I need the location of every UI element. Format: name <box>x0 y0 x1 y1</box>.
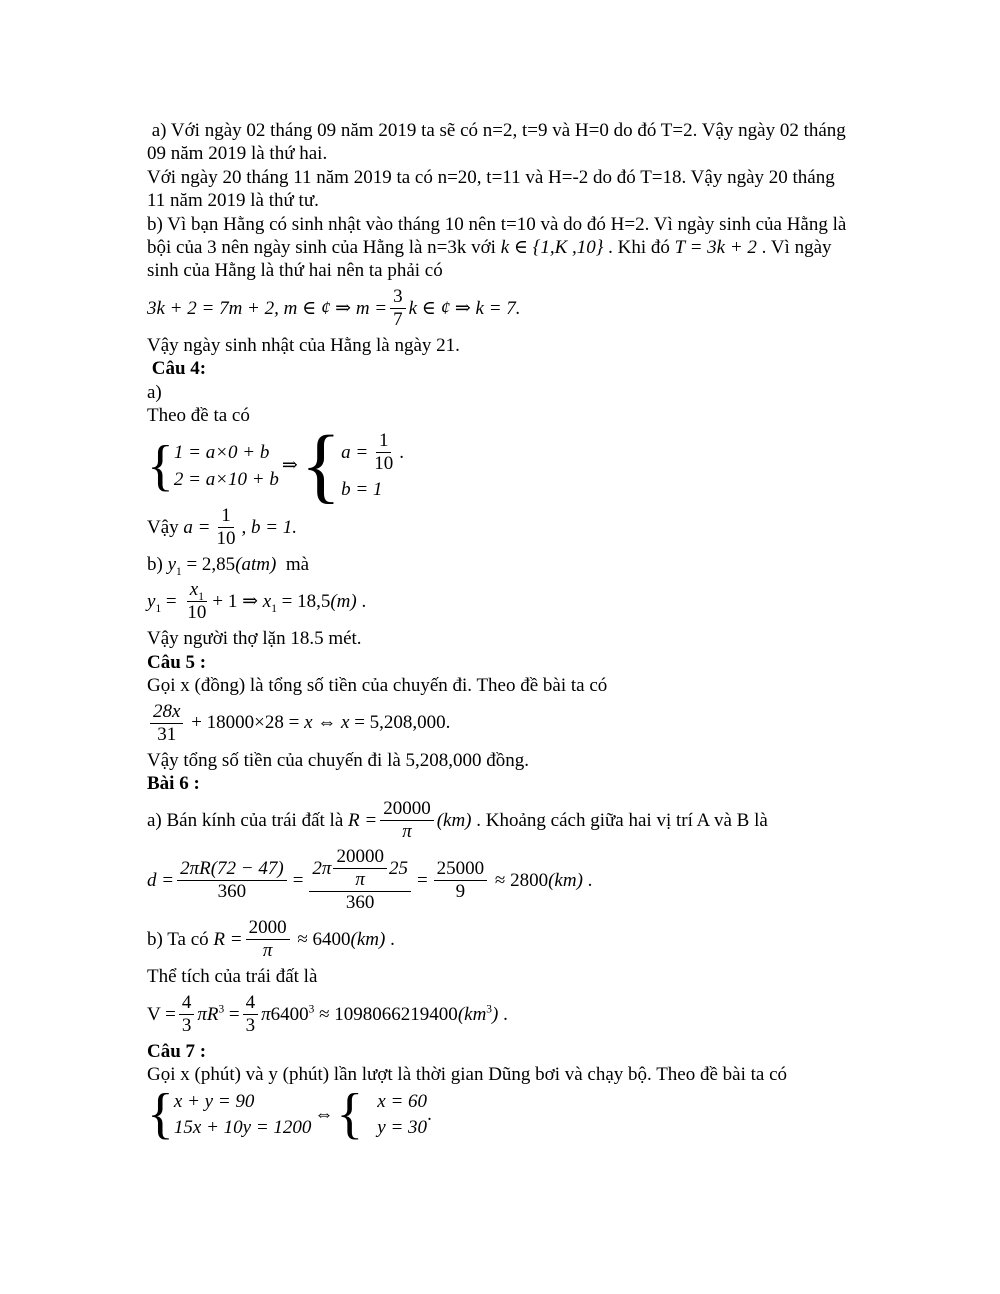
fraction-denominator: 31 <box>157 723 177 745</box>
math-run: ) <box>492 1003 499 1025</box>
fraction <box>246 917 290 962</box>
math-run: + 1 ⇒ <box>212 591 263 613</box>
math-run: a = <box>341 442 369 464</box>
fraction <box>434 858 488 903</box>
cases-group: { x + y = 90 15x + 10y = 1200 <box>147 1083 312 1146</box>
text-run: b) Ta có <box>147 929 214 951</box>
math-run-T: T = 3k + 2 <box>674 237 757 259</box>
subscript: 1 <box>155 602 162 615</box>
math-run: = 2,85 <box>181 553 236 575</box>
fraction-denominator: 7 <box>393 308 403 330</box>
math-run: ≈ 2800 <box>490 869 549 891</box>
text-line: Gọi x (phút) và y (phút) lần lượt là thời gian Dũng bơi và chạy bộ. Theo đề bài ta có <box>147 1064 788 1086</box>
math-run: . <box>498 1003 508 1025</box>
fraction-denominator: π <box>402 821 412 843</box>
formula-weekday <box>147 286 884 331</box>
fraction-numerator: 20000 <box>380 798 434 821</box>
text-run: . <box>385 929 395 951</box>
math-run: . <box>427 1103 432 1125</box>
math-run: (km) <box>350 929 386 951</box>
fraction <box>213 505 238 550</box>
section-heading-bai6: Bài 6 : <box>147 772 200 794</box>
fraction-denominator: 10 <box>216 527 236 549</box>
equivalence-arrow: ⇔ <box>314 1103 334 1125</box>
math-run: ≈ 6400 <box>292 929 351 951</box>
math-run: = <box>161 591 182 613</box>
text-line: Vậy ngày sinh nhật của Hằng là ngày 21. <box>147 334 460 356</box>
math-run: x <box>189 579 199 601</box>
math-run: = 18,5 <box>276 591 331 613</box>
math-run: = <box>224 1003 240 1025</box>
fraction-denominator: 3 <box>245 1014 256 1036</box>
text-line: a) Với ngày 02 tháng 09 năm 2019 ta sẽ có n=2, t=9 và H=0 do đó T=2. Vậy ngày 02 tháng <box>147 120 846 141</box>
math-run: 3k + 2 = 7m + 2, m ∈ ¢ ⇒ m = <box>147 297 388 319</box>
section-heading-cau4: Câu 4: <box>147 358 207 380</box>
text-line: 11 năm 2019 là thứ tư. <box>147 190 319 212</box>
cases-rows <box>363 1090 427 1140</box>
equation-row: y = 30 <box>377 1116 428 1138</box>
text-run: a) Bán kính của trái đất là <box>147 810 349 832</box>
equation-row: x = 60 <box>377 1090 428 1112</box>
math-run: = 5,208,000. <box>349 712 451 734</box>
math-run: (km <box>457 1003 487 1025</box>
superscript: 3 <box>308 1003 315 1016</box>
system-cau4 <box>147 419 884 513</box>
cases-rows <box>174 1090 312 1140</box>
equals-sign: = <box>292 869 304 891</box>
math-run: R = <box>213 929 243 951</box>
math-run: y <box>167 553 177 575</box>
text-line: Vậy tổng số tiền của chuyến đi là 5,208,000 đồng. <box>147 749 530 771</box>
fraction-numerator <box>309 846 411 892</box>
fraction <box>371 430 396 475</box>
system-cau7 <box>147 1083 884 1146</box>
math-run: + 18000×28 = <box>186 712 305 734</box>
text-line: Với ngày 20 tháng 11 năm 2019 ta có n=20, t=11 và H=-2 do đó T=18. Vậy ngày 20 tháng <box>147 166 835 188</box>
math-run: x <box>262 591 272 613</box>
fraction-denominator: 9 <box>455 880 466 902</box>
math-run: ≈ 1098066219400 <box>314 1003 458 1025</box>
math-run: d = <box>147 869 175 891</box>
fraction-denominator: π <box>355 869 365 891</box>
section-heading-cau5: Câu 5 : <box>147 651 207 673</box>
math-power <box>197 1003 224 1026</box>
fraction <box>179 992 195 1037</box>
math-run: πR <box>197 1003 219 1025</box>
fraction-numerator: 2000 <box>246 917 290 940</box>
fraction-numerator: 4 <box>243 992 259 1015</box>
math-run: V = <box>147 1003 176 1025</box>
formula-volume <box>147 992 884 1037</box>
fraction-numerator: 1 <box>218 505 234 528</box>
text-run: bội của 3 nên ngày sinh của Hằng là n=3k với <box>147 237 501 259</box>
subscript: 1 <box>198 591 204 604</box>
math-run: x <box>341 712 350 734</box>
fraction-denominator: 360 <box>217 880 247 902</box>
math-power <box>261 1003 314 1026</box>
superscript: 3 <box>486 1003 492 1016</box>
formula-pressure <box>147 579 884 624</box>
formula-distance <box>147 846 884 914</box>
math-var-y1 <box>147 590 161 613</box>
math-run: (atm) <box>235 553 277 575</box>
math-run: (km) <box>436 810 472 832</box>
text-line: Gọi x (đồng) là tổng số tiền của chuyến đi. Theo đề bài ta có <box>147 675 608 697</box>
fraction-numerator: 20000 <box>333 846 387 869</box>
fraction-denominator: 10 <box>187 602 207 624</box>
fraction <box>390 286 406 331</box>
formula-earth-radius <box>147 917 884 962</box>
math-run-k-set: k ∈ {1,K ,10} <box>500 237 604 259</box>
text-run: . Khi đó <box>603 237 675 259</box>
fraction <box>309 846 411 914</box>
fraction-numerator: 28x <box>150 701 183 724</box>
equation-row <box>341 430 404 475</box>
math-var-x1 <box>263 590 277 613</box>
math-run: R = <box>348 810 378 832</box>
math-run: π <box>261 1003 271 1025</box>
math-unit <box>458 1003 499 1026</box>
text-line: Vậy người thợ lặn 18.5 mét. <box>147 628 362 650</box>
fraction-numerator: 4 <box>179 992 195 1015</box>
text-run: mà <box>276 553 310 575</box>
section-heading-cau7: Câu 7 : <box>147 1040 207 1062</box>
math-run: (km) <box>548 869 583 891</box>
equation-row: 1 = a×0 + b <box>173 442 270 464</box>
text-line <box>147 798 884 843</box>
cases-rows <box>341 430 404 501</box>
math-run: . <box>582 869 593 891</box>
formula-fare <box>147 701 884 746</box>
fraction <box>333 846 387 891</box>
math-run: x <box>304 712 313 734</box>
fraction-denominator: 10 <box>374 453 394 475</box>
fraction-denominator: 360 <box>345 892 375 914</box>
text-line: b) Vì bạn Hằng có sinh nhật vào tháng 10 nên t=10 và do đó H=2. Vì ngày sinh của Hằng là <box>147 213 847 235</box>
fraction <box>184 579 209 624</box>
text-run: . Vì ngày <box>756 237 832 259</box>
text-line: Theo đề ta có <box>147 405 250 427</box>
equals-sign: = <box>416 869 428 891</box>
fraction-denominator: 3 <box>181 1014 192 1036</box>
text-run: . Khoảng cách giữa hai vị trí A và B là <box>471 810 768 832</box>
math-run: . <box>399 442 404 464</box>
fraction-numerator: 2πR(72 − 47) <box>177 858 287 881</box>
implies-arrow: ⇒ <box>281 455 298 477</box>
fraction-numerator: 1 <box>376 430 392 453</box>
cases-group: { a = $\frac{1}{10}$ . b = 1 <box>300 419 404 513</box>
text-line: sinh của Hằng là thứ hai nên ta phải có <box>147 260 443 282</box>
subscript: 1 <box>271 602 277 615</box>
fraction <box>177 858 287 903</box>
math-run: . <box>356 591 367 613</box>
fraction-denominator: π <box>262 940 273 962</box>
equation-row: x + y = 90 <box>173 1090 255 1112</box>
cases-group: { x = 60 y = 30 <box>336 1083 428 1146</box>
equation-row: 2 = a×10 + b <box>173 468 279 490</box>
text-line: Thể tích của trái đất là <box>147 966 318 988</box>
math-run: 25 <box>388 857 408 879</box>
superscript: 3 <box>218 1003 225 1016</box>
fraction <box>380 798 434 843</box>
text-line: a) <box>147 381 162 403</box>
subscript: 1 <box>176 565 182 578</box>
math-run: (m) <box>330 591 357 613</box>
text-line: 09 năm 2019 là thứ hai. <box>147 143 328 165</box>
fraction-numerator: 25000 <box>434 858 488 881</box>
math-run: 2π <box>312 857 332 879</box>
fraction <box>150 701 183 746</box>
text-line <box>147 236 884 259</box>
math-run: ⇔ <box>312 712 342 734</box>
math-run: 6400 <box>270 1003 309 1025</box>
equation-row: b = 1 <box>341 479 383 501</box>
text-run: Vậy <box>147 516 184 538</box>
text-run: b) <box>147 553 168 575</box>
math-run: a = <box>183 516 211 538</box>
math-run: y <box>147 591 156 613</box>
math-var-y1 <box>167 553 182 578</box>
text-line <box>147 553 884 576</box>
equation-row: 15x + 10y = 1200 <box>173 1116 312 1138</box>
fraction <box>243 992 259 1037</box>
cases-group: { 1 = a×0 + b 2 = a×10 + b <box>147 435 279 498</box>
text-line <box>147 505 884 550</box>
fraction-numerator <box>187 579 207 602</box>
math-run: k ∈ ¢ ⇒ k = 7. <box>408 297 521 319</box>
fraction-numerator: 3 <box>390 286 406 309</box>
math-run: , b = 1. <box>241 516 298 538</box>
cases-rows <box>174 441 279 491</box>
